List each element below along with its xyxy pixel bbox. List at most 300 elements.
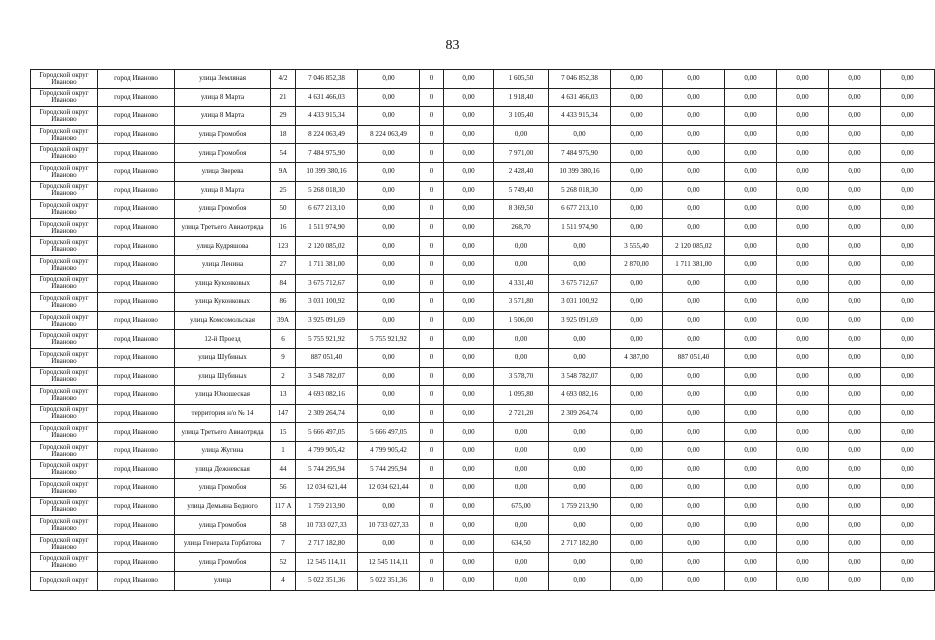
cell-cost-b: 0,00 [444,181,494,200]
cell-cost-f: 0,00 [777,107,829,126]
cell-cost-b: 0,00 [444,348,494,367]
cell-municipality: Городской округ Иваново [31,534,98,553]
cell-cost-e: 0,00 [725,255,777,274]
cell-cost-a: 8 224 063,49 [358,125,420,144]
cell-cost-h: 0,00 [881,404,935,423]
cell-cost-g: 0,00 [829,274,881,293]
cell-cost-e: 0,00 [725,367,777,386]
cell-cost-c: 1 759 213,90 [549,497,611,516]
cell-cost-c: 0,00 [549,572,611,591]
cell-area: 3 105,40 [494,107,549,126]
cell-cost-f: 0,00 [777,311,829,330]
cell-count: 0 [420,162,444,181]
cell-total-cost: 3 548 782,07 [296,367,358,386]
cell-area: 1 506,00 [494,311,549,330]
cell-settlement: город Иваново [98,274,175,293]
cell-cost-b: 0,00 [444,237,494,256]
cell-cost-f: 0,00 [777,367,829,386]
cell-cost-b: 0,00 [444,572,494,591]
cell-cost-a: 0,00 [358,311,420,330]
cell-cost-d: 0,00 [663,218,725,237]
table-row [31,144,935,163]
cell-area: 3 571,80 [494,293,549,312]
table-row [31,125,935,144]
cell-total-cost: 4 433 915,34 [296,107,358,126]
cell-street: улица Третьего Авиаотряда [175,423,271,442]
cell-cost-b: 0,00 [444,70,494,89]
cell-municipality: Городской округ Иваново [31,200,98,219]
cell-area: 0,00 [494,572,549,591]
table-row [31,423,935,442]
cell-cost-d: 0,00 [663,274,725,293]
cell-area-2: 0,00 [611,497,663,516]
cell-settlement: город Иваново [98,162,175,181]
cell-area-2: 4 387,00 [611,348,663,367]
cell-area-2: 0,00 [611,311,663,330]
table-row [31,479,935,498]
cell-area-2: 0,00 [611,218,663,237]
cell-cost-d: 0,00 [663,534,725,553]
cell-street: улица Громобоя [175,125,271,144]
cell-cost-g: 0,00 [829,237,881,256]
cell-cost-g: 0,00 [829,162,881,181]
cell-cost-c: 4 693 082,16 [549,386,611,405]
cell-total-cost: 12 034 621,44 [296,479,358,498]
cell-total-cost: 3 675 712,67 [296,274,358,293]
table-row [31,367,935,386]
cell-street: улица 8 Марта [175,88,271,107]
cell-cost-f: 0,00 [777,125,829,144]
cell-count: 0 [420,348,444,367]
cell-municipality: Городской округ Иваново [31,497,98,516]
cell-cost-c: 0,00 [549,255,611,274]
table-row [31,274,935,293]
cell-area: 0,00 [494,516,549,535]
cell-area: 0,00 [494,330,549,349]
cell-cost-e: 0,00 [725,460,777,479]
cell-cost-e: 0,00 [725,107,777,126]
cell-cost-h: 0,00 [881,255,935,274]
cell-total-cost: 1 759 213,90 [296,497,358,516]
cell-cost-h: 0,00 [881,181,935,200]
cell-area-2: 3 555,40 [611,237,663,256]
cell-cost-c: 1 511 974,90 [549,218,611,237]
cell-house: 147 [271,404,296,423]
cell-settlement: город Иваново [98,200,175,219]
cell-total-cost: 3 031 100,92 [296,293,358,312]
cell-cost-c: 3 031 100,92 [549,293,611,312]
cell-cost-a: 12 034 621,44 [358,479,420,498]
cell-cost-d: 887 051,40 [663,348,725,367]
cell-street: 12-й Проезд [175,330,271,349]
cell-house: 16 [271,218,296,237]
cell-cost-h: 0,00 [881,386,935,405]
cell-cost-h: 0,00 [881,237,935,256]
cell-municipality: Городской округ Иваново [31,386,98,405]
cell-area: 3 578,70 [494,367,549,386]
cell-municipality: Городской округ Иваново [31,144,98,163]
cell-cost-h: 0,00 [881,572,935,591]
cell-cost-f: 0,00 [777,460,829,479]
cell-cost-b: 0,00 [444,553,494,572]
cell-cost-c: 5 268 018,30 [549,181,611,200]
cell-street: улица Громобоя [175,200,271,219]
cell-total-cost: 5 022 351,36 [296,572,358,591]
cell-cost-d: 0,00 [663,70,725,89]
cell-house: 84 [271,274,296,293]
cell-cost-b: 0,00 [444,200,494,219]
cell-house: 56 [271,479,296,498]
cell-municipality: Городской округ Иваново [31,181,98,200]
cell-house: 39А [271,311,296,330]
cell-street: улица Куконковых [175,274,271,293]
cell-settlement: город Иваново [98,423,175,442]
cell-total-cost: 2 717 182,80 [296,534,358,553]
cell-cost-f: 0,00 [777,423,829,442]
table-row [31,293,935,312]
cell-cost-h: 0,00 [881,460,935,479]
cell-area-2: 0,00 [611,553,663,572]
cell-cost-d: 0,00 [663,200,725,219]
cell-area: 675,00 [494,497,549,516]
cell-street: улица Генерала Горбатова [175,534,271,553]
cell-count: 0 [420,218,444,237]
cell-cost-g: 0,00 [829,125,881,144]
cell-cost-a: 0,00 [358,367,420,386]
cell-count: 0 [420,441,444,460]
cell-cost-h: 0,00 [881,553,935,572]
cell-cost-e: 0,00 [725,497,777,516]
cell-cost-h: 0,00 [881,367,935,386]
table-row [31,348,935,367]
cell-total-cost: 4 631 466,03 [296,88,358,107]
table-body [31,70,935,591]
table-row [31,572,935,591]
cell-settlement: город Иваново [98,144,175,163]
cell-cost-c: 3 675 712,67 [549,274,611,293]
cell-cost-a: 0,00 [358,218,420,237]
cell-cost-a: 0,00 [358,88,420,107]
cell-cost-c: 0,00 [549,460,611,479]
cell-settlement: город Иваново [98,348,175,367]
cell-municipality: Городской округ Иваново [31,274,98,293]
cell-house: 9А [271,162,296,181]
cell-cost-f: 0,00 [777,404,829,423]
cell-cost-g: 0,00 [829,200,881,219]
cell-cost-h: 0,00 [881,441,935,460]
cell-street: улица Шубиных [175,367,271,386]
cell-cost-g: 0,00 [829,330,881,349]
cell-area-2: 0,00 [611,386,663,405]
cell-house: 1 [271,441,296,460]
cell-cost-d: 0,00 [663,88,725,107]
cell-municipality: Городской округ Иваново [31,70,98,89]
cell-area: 0,00 [494,441,549,460]
cell-area-2: 0,00 [611,367,663,386]
cell-area: 1 918,40 [494,88,549,107]
cell-count: 0 [420,386,444,405]
cell-municipality: Городской округ Иваново [31,553,98,572]
cell-count: 0 [420,107,444,126]
cell-cost-d: 0,00 [663,125,725,144]
cell-cost-d: 0,00 [663,181,725,200]
cell-cost-g: 0,00 [829,386,881,405]
cell-cost-h: 0,00 [881,348,935,367]
cell-cost-e: 0,00 [725,125,777,144]
cell-settlement: город Иваново [98,404,175,423]
cell-cost-h: 0,00 [881,293,935,312]
cell-total-cost: 10 399 380,16 [296,162,358,181]
cell-cost-e: 0,00 [725,516,777,535]
cell-house: 58 [271,516,296,535]
cell-cost-c: 0,00 [549,516,611,535]
cell-cost-g: 0,00 [829,88,881,107]
cell-cost-a: 5 755 921,92 [358,330,420,349]
cell-total-cost: 2 120 085,02 [296,237,358,256]
cell-count: 0 [420,125,444,144]
cell-cost-b: 0,00 [444,88,494,107]
cell-settlement: город Иваново [98,460,175,479]
cell-cost-b: 0,00 [444,218,494,237]
table-row [31,200,935,219]
cell-cost-c: 0,00 [549,125,611,144]
cell-area: 0,00 [494,348,549,367]
cell-cost-f: 0,00 [777,181,829,200]
cell-area: 0,00 [494,237,549,256]
cell-street: улица Куконковых [175,293,271,312]
cell-cost-d: 0,00 [663,423,725,442]
cell-cost-b: 0,00 [444,441,494,460]
cell-total-cost: 3 925 091,69 [296,311,358,330]
cell-settlement: город Иваново [98,181,175,200]
cell-cost-c: 6 677 213,10 [549,200,611,219]
cell-cost-e: 0,00 [725,70,777,89]
cell-area: 1 605,50 [494,70,549,89]
cell-cost-f: 0,00 [777,348,829,367]
cell-cost-b: 0,00 [444,423,494,442]
cell-street: улица 8 Марта [175,181,271,200]
cell-cost-g: 0,00 [829,572,881,591]
cell-area: 0,00 [494,255,549,274]
cell-municipality: Городской округ Иваново [31,88,98,107]
cell-municipality: Городской округ Иваново [31,330,98,349]
cell-area: 0,00 [494,460,549,479]
cell-cost-f: 0,00 [777,274,829,293]
cell-house: 50 [271,200,296,219]
cell-cost-g: 0,00 [829,553,881,572]
cell-count: 0 [420,293,444,312]
cell-cost-a: 5 666 497,05 [358,423,420,442]
cell-area: 7 971,00 [494,144,549,163]
cell-cost-h: 0,00 [881,516,935,535]
cell-street: улица Громобоя [175,516,271,535]
cell-cost-a: 0,00 [358,237,420,256]
cell-cost-a: 10 733 027,33 [358,516,420,535]
page-number: 83 [445,38,460,53]
cell-street: улица Жугина [175,441,271,460]
cell-count: 0 [420,553,444,572]
cell-area: 0,00 [494,553,549,572]
table-row [31,218,935,237]
cell-count: 0 [420,200,444,219]
cell-cost-e: 0,00 [725,330,777,349]
cell-cost-f: 0,00 [777,572,829,591]
cell-cost-b: 0,00 [444,386,494,405]
cell-count: 0 [420,311,444,330]
cell-area-2: 0,00 [611,70,663,89]
cell-settlement: город Иваново [98,572,175,591]
cell-settlement: город Иваново [98,88,175,107]
cell-cost-a: 0,00 [358,200,420,219]
cell-cost-g: 0,00 [829,479,881,498]
table-row [31,404,935,423]
cell-area-2: 0,00 [611,572,663,591]
cell-cost-e: 0,00 [725,479,777,498]
cell-count: 0 [420,88,444,107]
cell-cost-b: 0,00 [444,460,494,479]
cell-cost-d: 0,00 [663,479,725,498]
cell-municipality: Городской округ Иваново [31,460,98,479]
cell-cost-c: 2 717 182,80 [549,534,611,553]
cell-area-2: 0,00 [611,441,663,460]
cell-cost-e: 0,00 [725,311,777,330]
cell-settlement: город Иваново [98,125,175,144]
cell-cost-h: 0,00 [881,218,935,237]
cell-area-2: 0,00 [611,162,663,181]
cell-street: улица [175,572,271,591]
cell-street: улица Громобоя [175,144,271,163]
cell-municipality: Городской округ Иваново [31,255,98,274]
cell-total-cost: 6 677 213,10 [296,200,358,219]
cell-cost-b: 0,00 [444,516,494,535]
cell-street: улица Дежневская [175,460,271,479]
cell-cost-b: 0,00 [444,330,494,349]
cell-cost-g: 0,00 [829,311,881,330]
table-row [31,311,935,330]
table-row [31,237,935,256]
cell-settlement: город Иваново [98,218,175,237]
cell-cost-f: 0,00 [777,162,829,181]
cell-cost-f: 0,00 [777,553,829,572]
cell-count: 0 [420,274,444,293]
cell-settlement: город Иваново [98,534,175,553]
cell-cost-d: 0,00 [663,144,725,163]
cell-cost-g: 0,00 [829,70,881,89]
cell-cost-c: 4 433 915,34 [549,107,611,126]
cell-cost-a: 4 799 905,42 [358,441,420,460]
cell-cost-c: 10 399 380,16 [549,162,611,181]
cell-area: 0,00 [494,423,549,442]
cell-cost-c: 2 309 264,74 [549,404,611,423]
cell-cost-a: 5 744 295,94 [358,460,420,479]
table-row [31,534,935,553]
cell-cost-h: 0,00 [881,144,935,163]
table-row [31,181,935,200]
cell-total-cost: 5 268 018,30 [296,181,358,200]
cell-house: 29 [271,107,296,126]
cell-cost-e: 0,00 [725,218,777,237]
cell-settlement: город Иваново [98,293,175,312]
cell-area-2: 0,00 [611,107,663,126]
cell-cost-c: 0,00 [549,348,611,367]
cell-municipality: Городской округ Иваново [31,162,98,181]
cell-cost-h: 0,00 [881,330,935,349]
cell-cost-e: 0,00 [725,200,777,219]
cell-cost-e: 0,00 [725,88,777,107]
cell-cost-f: 0,00 [777,497,829,516]
cell-count: 0 [420,330,444,349]
cell-area-2: 0,00 [611,293,663,312]
cell-cost-b: 0,00 [444,534,494,553]
cell-cost-a: 0,00 [358,386,420,405]
cell-count: 0 [420,479,444,498]
cell-area: 8 369,50 [494,200,549,219]
cell-cost-e: 0,00 [725,237,777,256]
cell-cost-a: 0,00 [358,70,420,89]
cell-cost-d: 0,00 [663,572,725,591]
cell-house: 117 А [271,497,296,516]
cell-area-2: 0,00 [611,404,663,423]
cell-house: 27 [271,255,296,274]
table-row [31,497,935,516]
cell-cost-f: 0,00 [777,516,829,535]
cell-cost-a: 5 022 351,36 [358,572,420,591]
data-table [30,69,935,591]
cell-cost-d: 0,00 [663,386,725,405]
cell-cost-f: 0,00 [777,293,829,312]
cell-cost-b: 0,00 [444,125,494,144]
cell-cost-e: 0,00 [725,162,777,181]
table-row [31,107,935,126]
cell-settlement: город Иваново [98,330,175,349]
cell-municipality: Городской округ Иваново [31,125,98,144]
cell-cost-g: 0,00 [829,534,881,553]
cell-cost-e: 0,00 [725,386,777,405]
table-row [31,441,935,460]
cell-cost-f: 0,00 [777,255,829,274]
cell-total-cost: 1 711 381,00 [296,255,358,274]
cell-count: 0 [420,423,444,442]
cell-cost-c: 0,00 [549,237,611,256]
cell-street: улица Кудряшова [175,237,271,256]
cell-house: 21 [271,88,296,107]
cell-area: 268,70 [494,218,549,237]
cell-count: 0 [420,181,444,200]
cell-cost-g: 0,00 [829,181,881,200]
cell-street: улица Шубиных [175,348,271,367]
cell-cost-f: 0,00 [777,218,829,237]
cell-municipality: Городской округ [31,572,98,591]
cell-count: 0 [420,404,444,423]
cell-cost-h: 0,00 [881,311,935,330]
cell-cost-a: 0,00 [358,534,420,553]
cell-cost-h: 0,00 [881,534,935,553]
table-row [31,553,935,572]
cell-street: улица Третьего Авиаотряда [175,218,271,237]
cell-cost-c: 4 631 466,03 [549,88,611,107]
cell-cost-e: 0,00 [725,441,777,460]
cell-municipality: Городской округ Иваново [31,479,98,498]
cell-cost-a: 12 545 114,11 [358,553,420,572]
cell-cost-h: 0,00 [881,200,935,219]
cell-cost-b: 0,00 [444,162,494,181]
cell-cost-e: 0,00 [725,144,777,163]
cell-cost-d: 1 711 381,00 [663,255,725,274]
cell-cost-g: 0,00 [829,423,881,442]
cell-cost-c: 0,00 [549,330,611,349]
table-row [31,516,935,535]
cell-cost-b: 0,00 [444,144,494,163]
